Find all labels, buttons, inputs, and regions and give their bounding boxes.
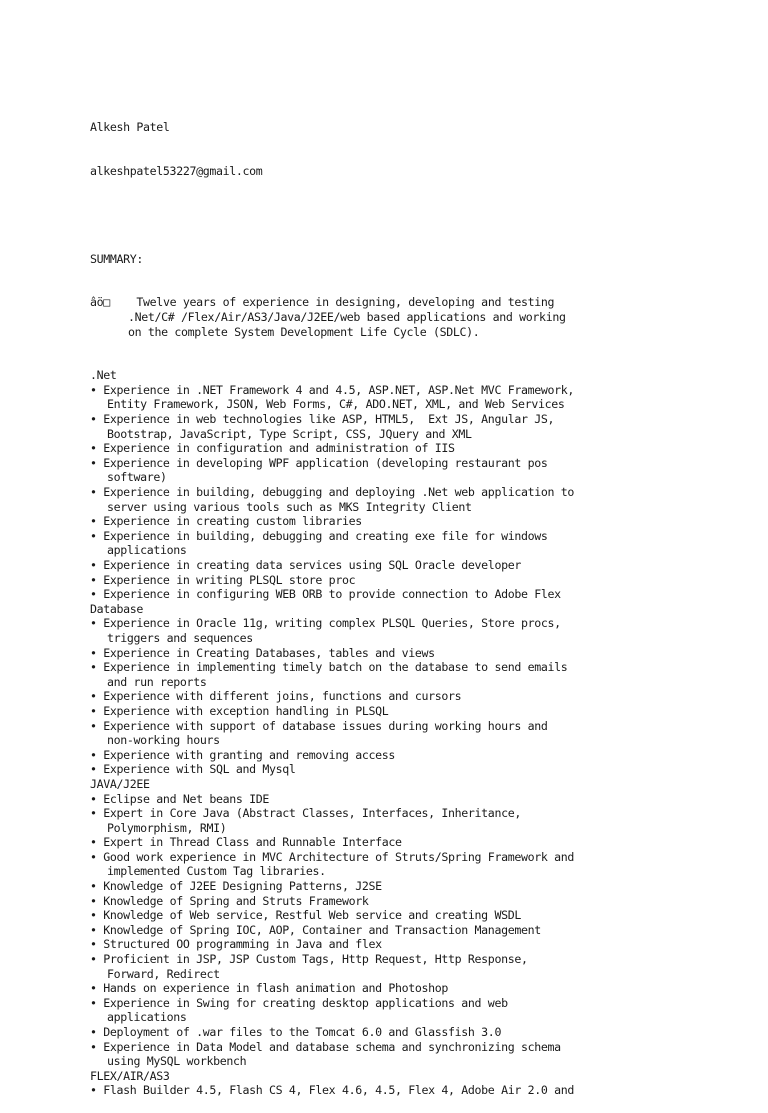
- bullet-continuation: triggers and sequences: [107, 630, 253, 645]
- bullet-text: Hands on experience in flash animation and Photoshop: [103, 981, 449, 996]
- bullet-icon: •: [90, 660, 104, 675]
- bullet-icon: •: [90, 806, 104, 821]
- bullet-icon: •: [90, 922, 104, 937]
- bullet-text: Flash Builder 4.5, Flash CS 4, Flex 4.6, 4.5, Flex 4, Adobe Air 2.0 and: [103, 1083, 574, 1098]
- summary-marker: âö□: [90, 295, 137, 310]
- bullet-icon: •: [90, 747, 104, 762]
- bullet-item: [90, 908, 750, 923]
- spacer: [90, 208, 750, 223]
- bullet-item: [90, 456, 750, 471]
- candidate-name: Alkesh Patel: [90, 120, 170, 135]
- resume-document: [90, 91, 750, 1113]
- bullet-icon: •: [90, 995, 104, 1010]
- bullet-text: Experience in configuring WEB ORB to provide connection to Adobe Flex: [103, 587, 561, 602]
- bullet-icon: •: [90, 689, 104, 704]
- bullet-text: Experience in Data Model and database schema and synchronizing schema: [103, 1039, 561, 1054]
- bullet-item: [90, 646, 750, 661]
- bullet-text: Deployment of .war files to the Tomcat 6.0 and Glassfish 3.0: [103, 1025, 502, 1039]
- bullet-icon: •: [90, 952, 104, 967]
- bullet-item: [90, 937, 750, 952]
- bullet-item: [90, 485, 750, 500]
- bullet-icon: •: [90, 455, 104, 470]
- bullet-text: Experience with exception handling in PLSQL: [103, 703, 389, 718]
- bullet-text: Knowledge of Spring IOC, AOP, Container and Transaction Management: [103, 922, 541, 937]
- candidate-email: alkeshpatel53227@gmail.com: [90, 163, 263, 178]
- bullet-text: Experience in creating custom libraries: [103, 514, 362, 529]
- bullet-text: Proficient in JSP, JSP Custom Tags, Http Request, Http Response,: [103, 952, 528, 967]
- bullet-item: [90, 879, 750, 894]
- bullet-icon: •: [90, 382, 104, 397]
- bullet-text: Experience with SQL and Mysql: [103, 762, 296, 777]
- bullet-continuation: Bootstrap, JavaScript, Type Script, CSS, JQuery and XML: [107, 426, 472, 441]
- bullet-icon: •: [90, 908, 104, 923]
- bullet-icon: •: [90, 485, 104, 500]
- bullet-item: [90, 660, 750, 675]
- bullet-item: [90, 704, 750, 719]
- summary-line: .Net/C# /Flex/Air/AS3/Java/J2EE/web based applications and working: [128, 309, 566, 324]
- bullet-item: [90, 748, 750, 763]
- bullet-icon: •: [90, 703, 104, 718]
- section-title: Database: [90, 601, 144, 616]
- bullet-item: [90, 835, 750, 850]
- bullet-text: Structured OO programming in Java and flex: [103, 937, 382, 952]
- bullet-text: Experience in Swing for creating desktop applications and web: [103, 995, 508, 1010]
- bullet-text: Experience in building, debugging and deploying .Net web application to: [103, 485, 574, 500]
- summary-line: on the complete System Development Life Cycle (SDLC).: [128, 324, 480, 339]
- bullet-icon: •: [90, 879, 104, 894]
- bullet-icon: •: [90, 441, 104, 456]
- bullet-icon: •: [90, 718, 104, 733]
- bullet-item: [90, 792, 750, 807]
- summary-text: Twelve years of experience in designing, developing and testing: [136, 295, 555, 310]
- bullet-text: Expert in Core Java (Abstract Classes, Interfaces, Inheritance,: [103, 806, 521, 821]
- bullet-text: Experience in developing WPF application (developing restaurant pos: [103, 455, 548, 470]
- bullet-continuation: applications: [107, 1010, 187, 1025]
- bullet-continuation: non-working hours: [107, 733, 220, 748]
- bullet-item: [90, 529, 750, 544]
- bullet-text: Experience in configuration and administration of IIS: [103, 441, 455, 456]
- bullet-icon: •: [90, 893, 104, 908]
- bullet-continuation: using MySQL workbench: [107, 1054, 247, 1069]
- bullet-text: Experience in Creating Databases, tables and views: [103, 645, 435, 660]
- summary-block: [90, 295, 750, 339]
- bullet-icon: •: [90, 849, 104, 864]
- summary-heading: SUMMARY:: [90, 251, 144, 266]
- bullet-item: [90, 558, 750, 573]
- bullet-icon: •: [90, 645, 104, 660]
- section-title: .Net: [90, 368, 117, 383]
- bullet-icon: •: [90, 762, 104, 777]
- bullet-item: [90, 587, 750, 602]
- bullet-item: [90, 573, 750, 588]
- bullet-continuation: Forward, Redirect: [107, 966, 220, 981]
- bullet-item: [90, 616, 750, 631]
- bullet-icon: •: [90, 514, 104, 529]
- bullet-continuation: applications: [107, 543, 187, 558]
- bullet-item: [90, 689, 750, 704]
- bullet-icon: •: [90, 835, 104, 850]
- bullet-text: Experience in writing PLSQL store proc: [103, 572, 356, 587]
- bullet-item: [90, 762, 750, 777]
- bullet-continuation: Entity Framework, JSON, Web Forms, C#, ADO.NET, XML, and Web Services: [107, 397, 565, 412]
- bullet-item: [90, 514, 750, 529]
- bullet-icon: •: [90, 412, 104, 427]
- bullet-item: [90, 1025, 750, 1040]
- bullet-text: Experience in implementing timely batch on the database to send emails: [103, 660, 568, 675]
- bullet-continuation: implemented Custom Tag libraries.: [107, 864, 326, 879]
- bullet-icon: •: [90, 791, 104, 806]
- bullet-icon: •: [90, 572, 104, 587]
- bullet-item: [90, 1083, 750, 1098]
- bullet-text: Experience in Oracle 11g, writing complex PLSQL Queries, Store procs,: [103, 616, 561, 631]
- bullet-item: [90, 894, 750, 909]
- bullet-icon: •: [90, 937, 104, 952]
- bullet-item: [90, 412, 750, 427]
- bullet-item: [90, 923, 750, 938]
- bullet-text: Experience in web technologies like ASP, HTML5, Ext JS, Angular JS,: [103, 412, 555, 427]
- bullet-text: Experience in .NET Framework 4 and 4.5, ASP.NET, ASP.Net MVC Framework,: [103, 382, 574, 397]
- bullet-item: [90, 981, 750, 996]
- sections-container: [90, 368, 750, 1098]
- bullet-continuation: and run reports: [107, 674, 207, 689]
- bullet-continuation: Polymorphism, RMI): [107, 820, 227, 835]
- bullet-icon: •: [90, 981, 104, 996]
- bullet-icon: •: [90, 1039, 104, 1054]
- bullet-icon: •: [90, 558, 104, 572]
- bullet-text: Expert in Thread Class and Runnable Interface: [103, 835, 402, 850]
- bullet-icon: •: [90, 528, 104, 543]
- bullet-item: [90, 441, 750, 456]
- bullet-text: Experience in creating data services using SQL Oracle developer: [103, 558, 521, 572]
- bullet-text: Experience with support of database issues during working hours and: [103, 718, 548, 733]
- bullet-item: [90, 996, 750, 1011]
- bullet-item: [90, 806, 750, 821]
- bullet-continuation: server using various tools such as MKS Integrity Client: [107, 499, 472, 514]
- bullet-item: [90, 383, 750, 398]
- bullet-icon: •: [90, 1025, 104, 1039]
- bullet-text: Experience in building, debugging and creating exe file for windows: [103, 528, 548, 543]
- bullet-item: [90, 850, 750, 865]
- bullet-text: Eclipse and Net beans IDE: [103, 791, 270, 806]
- bullet-text: Knowledge of J2EE Designing Patterns, J2SE: [103, 879, 382, 894]
- section-title: FLEX/AIR/AS3: [90, 1068, 170, 1083]
- summary-line: [90, 295, 750, 310]
- bullet-continuation: software): [107, 470, 167, 485]
- bullet-item: [90, 952, 750, 967]
- bullet-icon: •: [90, 1083, 104, 1098]
- bullet-text: Good work experience in MVC Architecture of Struts/Spring Framework and: [103, 849, 574, 864]
- bullet-text: Experience with different joins, functions and cursors: [103, 689, 462, 704]
- bullet-icon: •: [90, 587, 104, 602]
- bullet-item: [90, 719, 750, 734]
- bullet-text: Experience with granting and removing access: [103, 747, 395, 762]
- bullet-text: Knowledge of Web service, Restful Web service and creating WSDL: [103, 908, 521, 923]
- bullet-item: [90, 1040, 750, 1055]
- bullet-icon: •: [90, 616, 104, 631]
- bullet-text: Knowledge of Spring and Struts Framework: [103, 893, 369, 908]
- section-title: JAVA/J2EE: [90, 776, 150, 791]
